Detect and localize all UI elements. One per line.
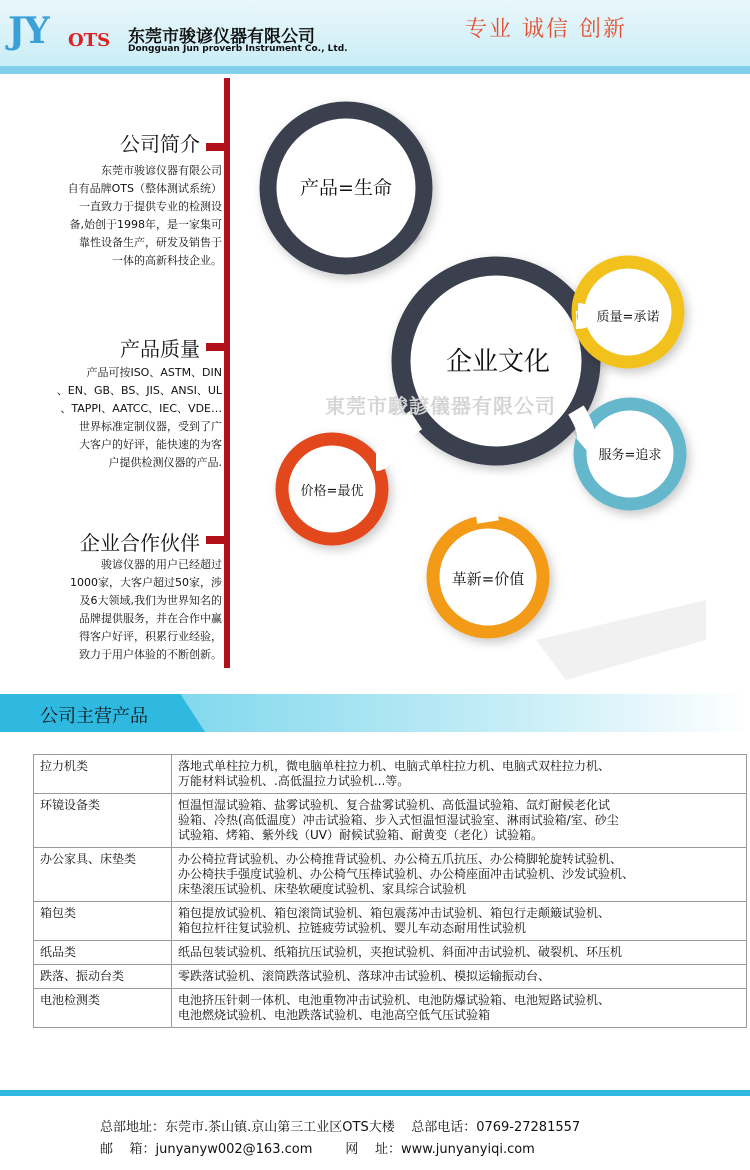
table-row [34,794,747,848]
table-row [34,941,747,965]
category-cell: 电池检测类 [34,989,172,1028]
timeline-line [224,78,230,668]
company-name-en: Dongguan Jun proverb Instrument Co., Ltd. [128,44,348,54]
table-row [34,989,747,1028]
footer-contact: 邮 箱：junyanyw002@163.com 网 址：www.junyanyiqi.com [100,1142,535,1157]
products-cell: 落地式单柱拉力机，微电脑单柱拉力机、电脑式单柱拉力机、电脑式双柱拉力机、 万能材料试验机、.高低温拉力试验机...等。 [172,755,747,794]
products-cell: 电池挤压针刺一体机、电池重物冲击试验机、电池防爆试验箱、电池短路试验机、 电池燃烧试验机、电池跌落试验机、电池高空低气压试验箱 [172,989,747,1028]
products-cell: 纸品包装试验机、纸箱抗压试验机，夹抱试验机、斜面冲击试验机、破裂机、环压机 [172,941,747,965]
section-text-profile: 东莞市骏谚仪器有限公司 自有品牌OTS（整体测试系统） 一直致力于提供专业的检测设 备,始创于1998年，是一家集可 靠性设备生产，研发及销售于 一体的高新科技企业。 [67,164,222,267]
category-cell: 拉力机类 [34,755,172,794]
logo-ots: OTS [68,30,111,51]
quality-label: 质量=承诺 [596,310,660,325]
products-title: 公司主营产品 [40,706,148,727]
innovation-label: 革新=价值 [451,570,525,588]
service-label: 服务=追求 [598,448,662,463]
table-row [34,965,747,989]
table-row [34,755,747,794]
category-cell: 跌落、振动台类 [34,965,172,989]
center-label: 企业文化 [445,347,551,377]
products-cell: 零跌落试验机、滚筒跌落试验机、落球冲击试验机、模拟运输振动台、 [172,965,747,989]
timeline-tick [206,343,230,351]
products-table [33,754,747,1028]
products-cell: 恒温恒湿试验箱、盐雾试验机、复合盐雾试验机、高低温试验箱、氙灯耐候老化试 验箱、冷热(高低温度）冲击试验箱、步入式恒温恒湿试验室、淋雨试验箱/室、砂尘 试验箱、烤箱、紫外线（UV）耐候试验箱、耐黄变（老化）试验箱。 [172,794,747,848]
section-title-quality: 产品质量 [120,337,200,361]
table-row [34,848,747,902]
category-cell: 纸品类 [34,941,172,965]
product-label: 产品=生命 [300,177,392,199]
table-row [34,902,747,941]
category-cell: 箱包类 [34,902,172,941]
section-text-partners: 骏谚仪器的用户已经超过 1000家，大客户超过50家，涉 及6大领域,我们为世界知名的 品牌提供服务，并在合作中赢 得客户好评，积累行业经验， 致力于用户体验的不断创新。 [70,558,222,661]
price-label: 价格=最优 [300,484,364,499]
category-cell: 办公家具、床垫类 [34,848,172,902]
logo-letters: JY [8,10,49,52]
header-bar [0,66,750,74]
section-title-profile: 公司简介 [120,132,200,156]
section-title-partners: 企业合作伙伴 [80,531,200,555]
slogan: 专业 诚信 创新 [465,17,627,42]
category-cell: 环镜设备类 [34,794,172,848]
section-text-quality: 产品可按ISO、ASTM、DIN 、EN、GB、BS、JIS、ANSI、UL 、TAPPI、AATCC、IEC、VDE… 世界标准定制仪器，受到了广 大客户的好评，能快速的为客 户提供检测仪器的产品. [56,366,222,469]
timeline-tick [206,143,230,151]
header [0,0,750,74]
products-cell: 办公椅拉背试验机、办公椅推背试验机、办公椅五爪抗压、办公椅脚轮旋转试验机、 办公椅扶手强度试验机、办公椅气压棒试验机、办公椅座面冲击试验机、沙发试验机、 床垫滚压试验机、床垫软硬度试验机、家具综合试验机 [172,848,747,902]
timeline-tick [206,536,230,544]
watermark: 東莞市駿諺儀器有限公司 [325,394,556,418]
products-cell: 箱包提放试验机、箱包滚筒试验机、箱包震荡冲击试验机、箱包行走颠簸试验机、 箱包拉杆往复试验机、拉链疲劳试验机、婴儿车动态耐用性试验机 [172,902,747,941]
footer-bar [0,1090,750,1096]
culture-diagram [236,80,750,680]
company-name-cn: 东莞市骏谚仪器有限公司 [128,27,315,47]
footer-address: 总部地址：东莞市.茶山镇.京山第三工业区OTS大楼 总部电话：0769-27281557 [100,1120,581,1135]
